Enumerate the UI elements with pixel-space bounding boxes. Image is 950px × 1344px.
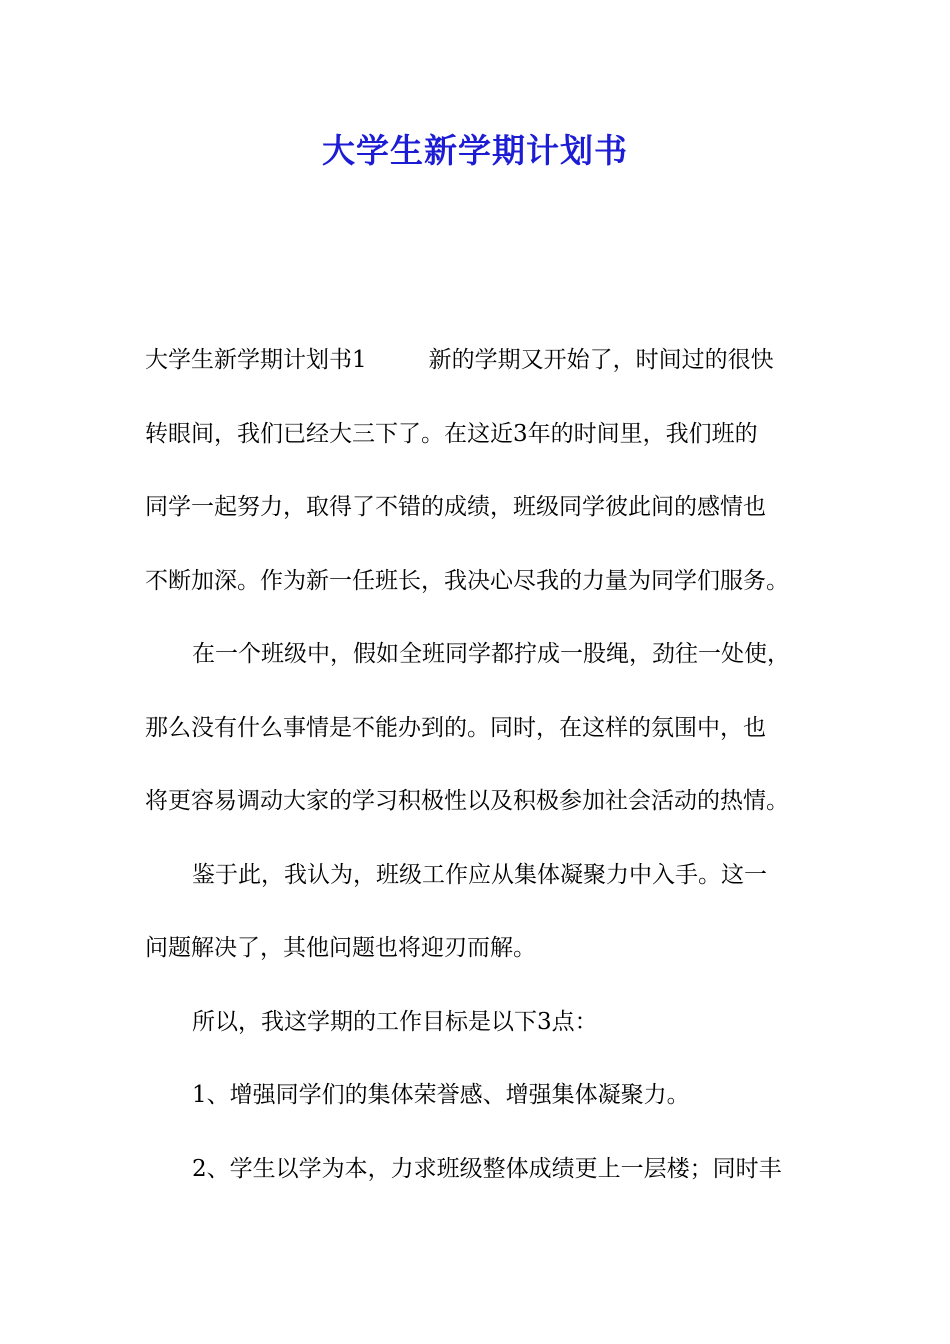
body-line-7: 将更容易调动大家的学习积极性以及积极参加社会活动的热情。 [145, 788, 789, 814]
body-line-5: 在一个班级中，假如全班同学都拧成一股绳，劲往一处使， [192, 641, 790, 667]
body-line-10: 所以，我这学期的工作目标是以下3点： [192, 1008, 598, 1035]
body-line-2: 转眼间，我们已经大三下了。在这近3年的时间里，我们班的 [145, 420, 758, 447]
section-heading: 大学生新学期计划书1 [145, 347, 367, 373]
body-line-1 [145, 337, 825, 411]
document-title: 大学生新学期计划书 [322, 131, 628, 170]
body-line-9: 问题解决了，其他问题也将迎刃而解。 [145, 935, 536, 961]
body-line-8: 鉴于此，我认为，班级工作应从集体凝聚力中入手。这一 [192, 861, 767, 888]
document-body [145, 337, 825, 1219]
body-line-3: 同学一起努力，取得了不错的成绩，班级同学彼此间的感情也 [145, 494, 766, 520]
body-line-12: 2、学生以学为本，力求班级整体成绩更上一层楼；同时丰 [192, 1155, 782, 1182]
body-line-4: 不断加深。作为新一任班长，我决心尽我的力量为同学们服务。 [145, 567, 789, 594]
body-line-6: 那么没有什么事情是不能办到的。同时，在这样的氛围中，也 [145, 714, 766, 741]
paragraph-text: 新的学期又开始了，时间过的很快 [428, 347, 774, 373]
body-line-11: 1、增强同学们的集体荣誉感、增强集体凝聚力。 [192, 1082, 690, 1108]
